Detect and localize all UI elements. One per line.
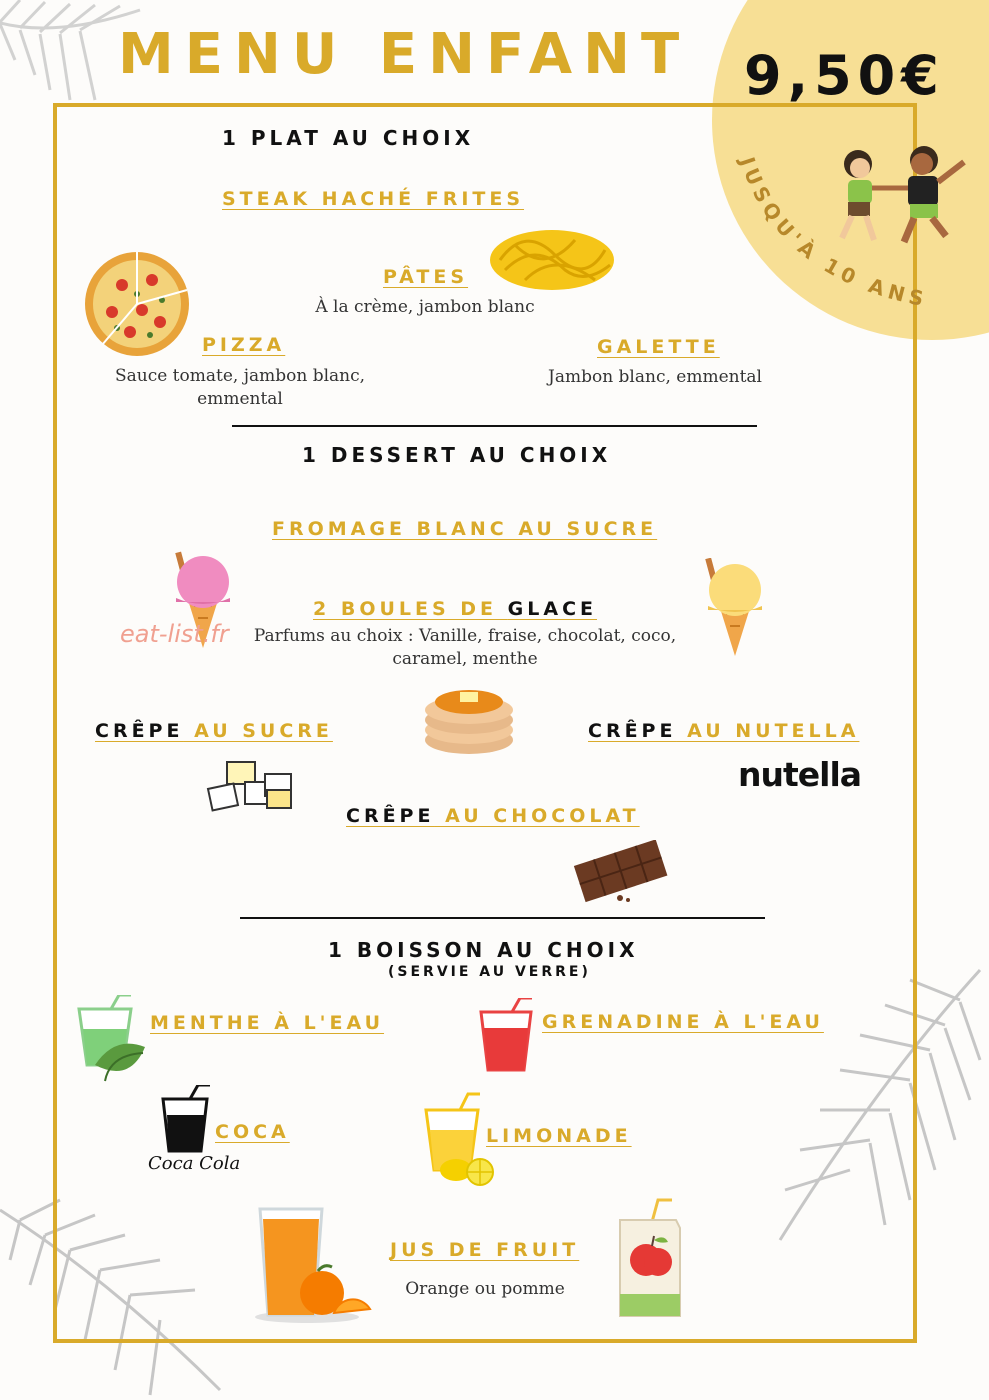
price: 9,50€ — [744, 44, 945, 107]
children-running-illustration — [818, 138, 968, 253]
coca-drink-icon — [160, 1085, 215, 1155]
mint-drink-icon — [75, 995, 150, 1085]
chocolate-bar-icon — [570, 840, 670, 905]
desserts-heading: 1 DESSERT AU CHOIX — [302, 443, 612, 467]
divider-2 — [240, 917, 765, 919]
orange-juice-icon — [252, 1205, 372, 1325]
boissons-heading: 1 BOISSON AU CHOIX — [328, 938, 639, 962]
item-fromage-blanc: FROMAGE BLANC AU SUCRE — [272, 518, 658, 540]
jus-description: Orange ou pomme — [405, 1279, 565, 1299]
item-limonade: LIMONADE — [486, 1125, 632, 1147]
item-glace: 2 BOULES DE GLACE — [313, 598, 597, 620]
sugar-cubes-icon — [205, 752, 295, 817]
item-crepe-nutella: CRÊPE AU NUTELLA — [588, 720, 860, 742]
apple-juice-box-icon — [612, 1198, 687, 1323]
item-coca: COCA — [215, 1121, 290, 1143]
item-steak: STEAK HACHÉ FRITES — [222, 188, 525, 210]
boissons-subheading: (SERVIE AU VERRE) — [388, 964, 591, 980]
galette-description: Jambon blanc, emmental — [548, 367, 762, 387]
item-pates: PÂTES — [383, 266, 469, 288]
glace-description: Parfums au choix : Vanille, fraise, chocolat, coco, caramel, menthe — [253, 626, 677, 669]
pates-description: À la crème, jambon blanc — [315, 297, 535, 317]
coca-cola-logo: Coca Cola — [148, 1153, 241, 1174]
watermark: eat-list.fr — [120, 620, 229, 648]
item-jus-de-fruit: JUS DE FRUIT — [390, 1239, 580, 1261]
item-pizza: PIZZA — [202, 334, 286, 356]
menu-title: MENU ENFANT — [118, 22, 691, 87]
pasta-icon — [485, 215, 620, 295]
grenadine-drink-icon — [478, 998, 538, 1073]
item-crepe-sucre: CRÊPE AU SUCRE — [95, 720, 333, 742]
item-crepe-chocolat: CRÊPE AU CHOCOLAT — [346, 805, 640, 827]
pizza-icon — [82, 250, 192, 358]
plats-heading: 1 PLAT AU CHOIX — [222, 126, 475, 150]
item-menthe: MENTHE À L'EAU — [150, 1012, 385, 1034]
svg-text:JUSQU'À 10 ANS: JUSQU'À 10 ANS — [735, 154, 931, 312]
nutella-logo: nutella — [738, 755, 862, 794]
item-galette: GALETTE — [597, 336, 720, 358]
pizza-description: Sauce tomate, jambon blanc, emmental — [114, 366, 366, 409]
item-grenadine: GRENADINE À L'EAU — [542, 1011, 824, 1033]
divider-1 — [232, 425, 757, 427]
ice-cream-vanilla-icon — [700, 558, 770, 658]
pancakes-icon — [422, 678, 517, 758]
